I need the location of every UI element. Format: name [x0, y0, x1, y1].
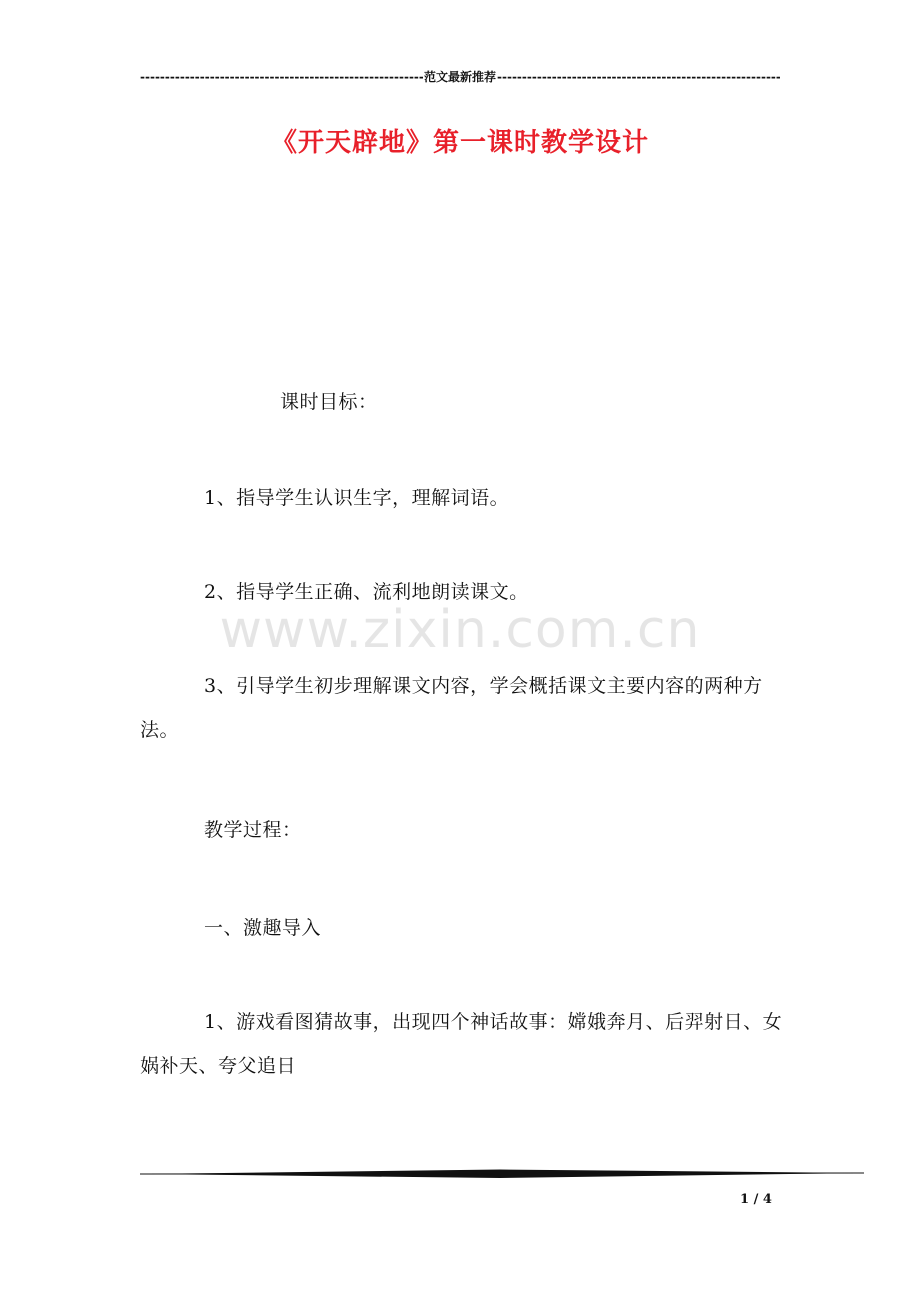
header-label: 范文最新推荐	[423, 70, 496, 84]
section-heading-objectives: 课时目标：	[280, 391, 378, 413]
watermark-text: www.zixin.com.cn	[219, 600, 701, 660]
document-title: 《开天辟地》第一课时教学设计	[270, 128, 649, 158]
objective-item-2: 2、指导学生正确、流利地朗读课文。	[204, 581, 529, 603]
header-dash-left	[140, 70, 423, 84]
page-header	[140, 68, 780, 85]
objective-item-3: 3、引导学生初步理解课文内容，学会概括课文主要内容的两种方法。	[140, 675, 763, 741]
footer-rule	[140, 1166, 864, 1180]
page-number: 1 / 4	[740, 1192, 772, 1207]
header-dash-right	[497, 70, 780, 84]
process-step-heading: 一、激趣导入	[204, 917, 322, 939]
section-heading-process: 教学过程：	[204, 819, 302, 841]
objective-item-1: 1、指导学生认识生字，理解词语。	[204, 487, 510, 509]
process-step-1: 1、游戏看图猜故事，出现四个神话故事：嫦娥奔月、后羿射日、女娲补天、夸父追日	[140, 1011, 783, 1077]
